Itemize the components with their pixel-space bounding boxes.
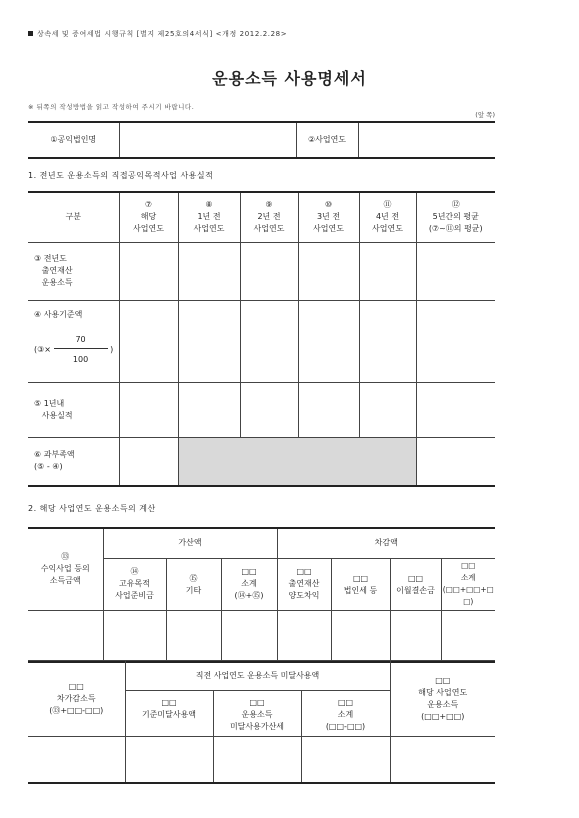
- cell-input[interactable]: [277, 610, 331, 662]
- table-row: [28, 242, 495, 300]
- deductions-header: 차감액: [277, 528, 495, 558]
- cell-input[interactable]: [213, 737, 301, 783]
- table-row: [28, 382, 495, 437]
- cell-input[interactable]: [331, 610, 390, 662]
- c22-standard-shortfall-label: □□ 기준미달사용액: [125, 691, 213, 737]
- cell-input[interactable]: [298, 382, 359, 437]
- cell-input[interactable]: [240, 382, 298, 437]
- col-5yr-average: ⑫ 5년간의 평균 (⑦~⑪의 평균): [416, 192, 495, 242]
- c21-net-income-label: □□ 차가감소득 (⑬+□□-□□): [28, 661, 125, 737]
- row-shortfall-label: ⑥ 과부족액 (⑤ - ④): [28, 437, 119, 486]
- prev-shortfall-header: 직전 사업연도 운용소득 미달사용액: [125, 661, 390, 691]
- cell-input[interactable]: [221, 610, 277, 662]
- c23-penalty-tax-label: □□ 운용소득 미달사용가산세: [213, 691, 301, 737]
- cell-input[interactable]: [359, 300, 416, 382]
- cell-input[interactable]: [416, 437, 495, 486]
- cell-input[interactable]: [359, 242, 416, 300]
- category-header: 구분: [28, 192, 119, 242]
- cell-input[interactable]: [28, 610, 103, 662]
- col-current-year: ⑦ 해당 사업연도: [119, 192, 178, 242]
- corp-name-label: ①공익법인명: [28, 122, 119, 158]
- cell-input[interactable]: [178, 382, 240, 437]
- cell-input[interactable]: [119, 382, 178, 437]
- col-2yr-before: ⑨ 2년 전 사업연도: [240, 192, 298, 242]
- cell-input[interactable]: [416, 382, 495, 437]
- net-income-table: [28, 660, 495, 784]
- cell-input[interactable]: [103, 610, 166, 662]
- cell-input[interactable]: [119, 300, 178, 382]
- fraction-70-over-100: $\frac{70}{100}$: [54, 335, 108, 365]
- row-prev-income-label: ③ 전년도 출연재산 운용소득: [28, 242, 119, 300]
- shaded-cell: [178, 437, 416, 486]
- cell-input[interactable]: [178, 242, 240, 300]
- c15-other-label: ⑮ 기타: [166, 558, 221, 610]
- row-standard-amount-label: ④ 사용기준액 (③× $\frac{70}{100}$ ): [28, 300, 119, 382]
- c19-loss-carryover-label: □□ 이월결손금: [390, 558, 441, 610]
- table-row: [28, 610, 495, 662]
- form-header-text: 상속세 및 증여세법 시행규칙 [별지 제25호의4서식] <개정 2012.2.28>: [37, 30, 288, 38]
- additions-header: 가산액: [103, 528, 277, 558]
- row-1yr-usage-label: ⑤ 1년내 사용실적: [28, 382, 119, 437]
- cell-input[interactable]: [298, 242, 359, 300]
- cell-input[interactable]: [125, 737, 213, 783]
- page-title: 운용소득 사용명세서: [212, 69, 367, 88]
- cell-input[interactable]: [240, 300, 298, 382]
- corp-name-field[interactable]: [119, 122, 296, 158]
- square-bullet-icon: [28, 31, 33, 36]
- fiscal-year-label: ②사업연도: [296, 122, 358, 158]
- col-4yr-before: ⑪ 4년 전 사업연도: [359, 192, 416, 242]
- col-3yr-before: ⑩ 3년 전 사업연도: [298, 192, 359, 242]
- info-table: [28, 121, 495, 159]
- c24-subtotal-label: □□ 소계 (□□-□□): [301, 691, 390, 737]
- usage-record-table: [28, 191, 495, 487]
- c14-reserve-label: ⑭ 고유목적 사업준비금: [103, 558, 166, 610]
- cell-input[interactable]: [390, 737, 495, 783]
- cell-input[interactable]: [441, 610, 495, 662]
- cell-input[interactable]: [390, 610, 441, 662]
- c25-current-income-label: □□ 해당 사업연도 운용소득 (□□+□□): [390, 661, 495, 737]
- cell-input[interactable]: [119, 437, 178, 486]
- cell-input[interactable]: [28, 737, 125, 783]
- c20-subtotal-label: □□ 소계 (□□+□□+□ □): [441, 558, 495, 610]
- fiscal-year-field[interactable]: [358, 122, 495, 158]
- section2-title: 2. 해당 사업연도 운용소득의 계산: [28, 504, 156, 513]
- cell-input[interactable]: [240, 242, 298, 300]
- c13-income-label: ⑬ 수익사업 등의 소득금액: [28, 528, 103, 610]
- c16-subtotal-label: □□ 소계 (⑭+⑮): [221, 558, 277, 610]
- table-row: [28, 737, 495, 783]
- cell-input[interactable]: [298, 300, 359, 382]
- instruction-note: ※ 뒤쪽의 작성방법을 읽고 작성하여 주시기 바랍니다.: [28, 103, 195, 111]
- c17-capital-gain-label: □□ 출연재산 양도차익: [277, 558, 331, 610]
- table-row: [28, 437, 495, 486]
- c18-corp-tax-label: □□ 법인세 등: [331, 558, 390, 610]
- cell-input[interactable]: [416, 300, 495, 382]
- form-header: [28, 29, 287, 39]
- cell-input[interactable]: [119, 242, 178, 300]
- income-calc-table: [28, 527, 495, 663]
- cell-input[interactable]: [359, 382, 416, 437]
- table-row: [28, 300, 495, 382]
- cell-input[interactable]: [416, 242, 495, 300]
- cell-input[interactable]: [178, 300, 240, 382]
- section1-title: 1. 전년도 운용소득의 직접공익목적사업 사용실적: [28, 171, 214, 180]
- side-label: (앞 쪽): [475, 111, 495, 119]
- cell-input[interactable]: [166, 610, 221, 662]
- cell-input[interactable]: [301, 737, 390, 783]
- col-1yr-before: ⑧ 1년 전 사업연도: [178, 192, 240, 242]
